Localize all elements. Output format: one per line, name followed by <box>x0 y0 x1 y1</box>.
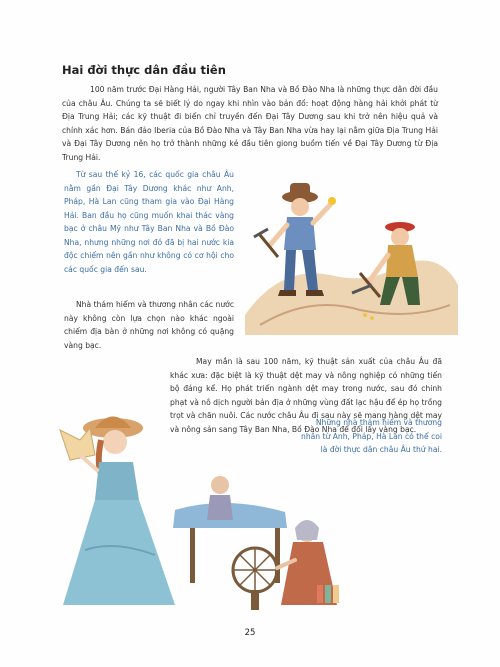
intro-paragraph: 100 năm trước Đại Hàng Hải, người Tây Ban Nha và Bồ Đào Nha là những thực dân đời đầu của châu Âu. Chúng ta sẽ biết lý do ngay khi nhìn vào bản đồ: hoạt động hàng hải khởi phát từ Địa Trung Hải; các kỹ thuật đi biển chỉ truyền đến Đại Tây Dương sau khi trở nên hiệu quả và chính xác hơn. Bán đảo Iberia của Bồ Đào Nha và Tây Ban Nha vừa hay lại nằm giữa Địa Trung Hải và Đại Tây Dương nên họ trở thành những kẻ đầu tiên giong buồm tiến về Đại Tây Dương từ Địa Trung Hải. <box>62 85 438 162</box>
sixteenth-century-paragraph: Từ sau thế kỷ 16, các quốc gia châu Âu nằm gần Đại Tây Dương khác như Anh, Pháp, Hà Lan cũng tham gia vào Đại Hàng Hải. Ban đầu họ cũng muốn khai thác vàng bạc ở châu Mỹ như Tây Ban Nha và Bồ Đào Nha, nhưng những nơi đó đã bị hai nước kia độc chiếm nên gần như không có cơ hội cho các quốc gia đến sau. <box>64 170 234 274</box>
gold-miners-illustration <box>240 165 460 335</box>
explorers-paragraph: Nhà thám hiểm và thương nhân các nước này không còn lựa chọn nào khác ngoài chiếm địa bàn ở những nơi không có quặng vàng bạc. <box>64 300 234 350</box>
section-title: Hai đời thực dân đầu tiên <box>62 63 226 77</box>
page-number: 25 <box>244 628 256 638</box>
fortunately-paragraph: May mắn là sau 100 năm, kỹ thuật sản xuất của châu Âu đã khác xưa: đặc biệt là kỹ thuật dệt may và nông nghiệp có những tiến bộ đáng kể. Họ phát triển ngành dệt may trong nước, sau đó chinh phạt và nô dịch người bản địa ở những vùng đất lạc hậu để ép họ trồng trọt và chăn nuôi. Các nước châu Âu đi sau này sẽ mang hàng dệt may và nông sản sang Tây Ban Nha, Bồ Đào Nha để đổi lấy vàng bạc. <box>170 357 442 434</box>
second-generation-paragraph: Những nhà thám hiểm và thương nhân từ Anh, Pháp, Hà Lan có thể coi là đời thực dân châu Âu thứ hai. <box>301 418 442 454</box>
weavers-illustration <box>55 400 345 615</box>
